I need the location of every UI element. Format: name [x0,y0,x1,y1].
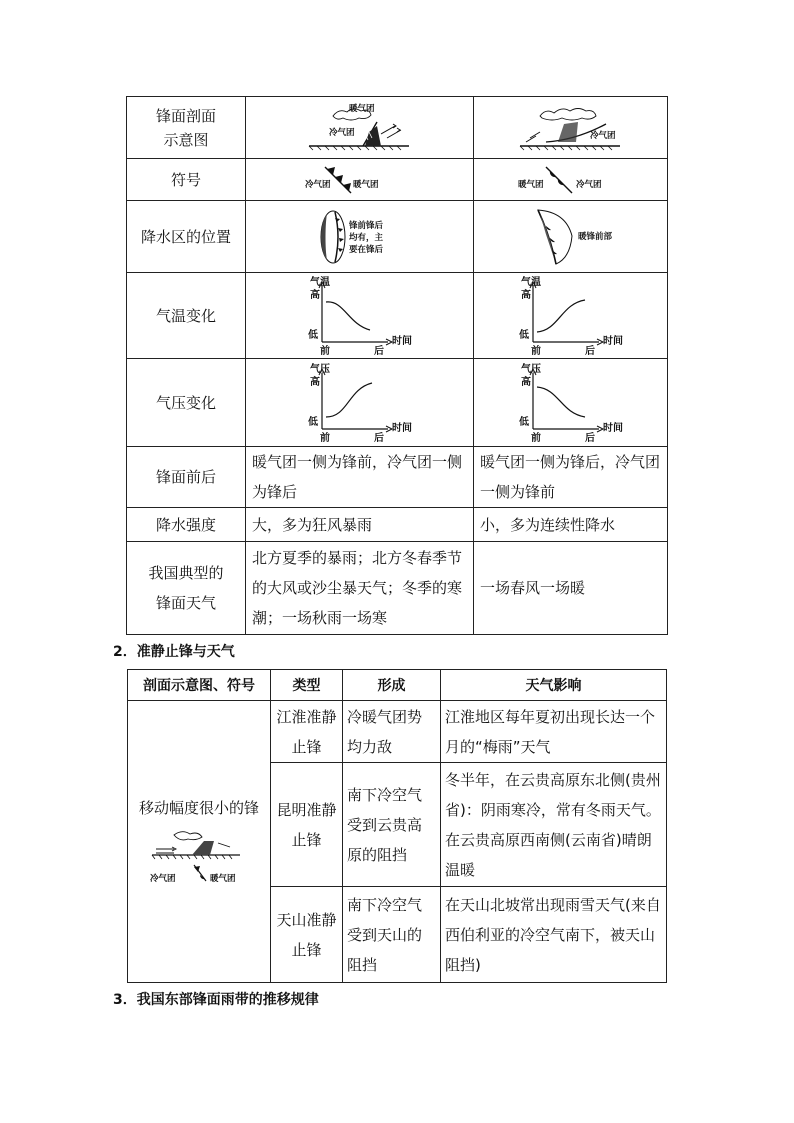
cold-front-precip-figure [305,206,415,268]
stationary-cold-label: 冷气团 [150,873,176,884]
back-label-b: 后 [584,345,595,356]
warm-front-symbol [474,159,668,201]
cold-precip-label-2: 均有，主 [348,232,383,243]
label-profile [127,97,246,159]
pres-axis-label-2: 压 [319,363,330,375]
kunming-type: 昆明准静止锋 [271,763,343,887]
cold-front-pressure [246,359,474,447]
stationary-front-table [127,669,667,983]
front-label: 前 [319,345,330,356]
front-comparison-table [126,96,668,635]
row-temp [127,273,668,359]
low-label-c: 低 [307,416,318,428]
jianghuai-effect: 江淮地区每年夏初出现长达一个月的“梅雨”天气 [441,701,667,763]
front-label-d: 前 [530,432,541,443]
warm-front-pressure-chart [515,363,627,443]
row-symbol [127,159,668,201]
cold-precip-label-1: 锋前锋后 [348,220,383,231]
cold-air-symbol-label-2: 冷气团 [575,179,602,190]
stationary-profile-cell [128,701,271,983]
label-typical [127,542,246,635]
label-symbol: 符号 [127,159,246,201]
warm-precip-label: 暖锋前部 [577,231,612,242]
warm-front-intensity: 小，多为连续性降水 [474,508,668,542]
cold-front-profile-figure [305,102,415,154]
high-label-d: 高 [520,376,531,388]
back-label-d: 后 [584,432,595,443]
row-profile [127,97,668,159]
header-effect: 天气影响 [441,670,667,701]
label-profile-line2: 示意图 [163,130,209,149]
low-label-d: 低 [518,416,529,428]
row-jianghuai [128,701,667,763]
label-typical-line2: 锋面天气 [155,594,216,612]
cold-precip-label-3: 要在锋后 [348,244,383,255]
time-label-d: 时间 [602,422,623,434]
label-pressure: 气压变化 [127,359,246,447]
cold-front-pressure-chart [304,363,416,443]
row-front-back [127,447,668,508]
row-precip [127,201,668,273]
warm-front-typical: 一场春风一场暖 [474,542,668,635]
cold-front-typical: 北方夏季的暴雨；北方冬春季节的大风或沙尘暴天气；冬季的寒潮；一场秋雨一场寒 [246,542,474,635]
tianshan-type: 天山准静止锋 [271,887,343,983]
low-label-b: 低 [518,329,529,341]
cold-front-front-back: 暖气团一侧为锋前，冷气团一侧为锋后 [246,447,474,508]
high-label: 高 [309,289,320,301]
stationary-header-row [128,670,667,701]
warm-front-temp-chart [515,276,627,356]
cold-front-temp-chart [304,276,416,356]
section-3-heading: 3．我国东部锋面雨带的推移规律 [113,992,319,1008]
stationary-front-figure [144,829,254,891]
warm-front-temp [474,273,668,359]
label-intensity: 降水强度 [127,508,246,542]
label-front-back: 锋面前后 [127,447,246,508]
time-label: 时间 [391,335,412,347]
row-typical [127,542,668,635]
temp-axis-label-2: 温 [319,276,330,288]
cold-air-label-warm: 冷气团 [589,130,616,141]
low-label: 低 [307,329,318,341]
stationary-desc: 移动幅度很小的锋 [138,798,259,817]
cold-front-intensity: 大，多为狂风暴雨 [246,508,474,542]
time-label-c: 时间 [391,422,412,434]
pres-axis-label-1b: 气 [520,363,531,375]
label-precip: 降水区的位置 [127,201,246,273]
tianshan-effect: 在天山北坡常出现雨雪天气(来自西伯利亚的冷空气南下，被天山阻挡) [441,887,667,983]
temp-axis-label-2b: 温 [530,276,541,288]
warm-front-profile-figure [516,102,626,154]
front-label-c: 前 [319,432,330,443]
kunming-effect: 冬半年，在云贵高原东北侧(贵州省)：阴雨寒冷，常有冬雨天气。在云贵高原西南侧(云南省)晴朗温暖 [441,763,667,887]
cold-front-symbol [246,159,474,201]
warm-air-symbol-label: 暖气团 [352,179,379,190]
warm-front-symbol-figure [516,163,626,197]
temp-axis-label-1: 气 [309,276,320,288]
high-label-b: 高 [520,289,531,301]
row-pressure [127,359,668,447]
pres-axis-label-2b: 压 [530,363,541,375]
section-2-heading: 2．准静止锋与天气 [113,644,235,660]
stationary-warm-label: 暖气团 [210,873,236,884]
time-label-b: 时间 [602,335,623,347]
pres-axis-label-1: 气 [309,363,320,375]
row-intensity [127,508,668,542]
cold-front-temp [246,273,474,359]
cold-front-profile [246,97,474,159]
label-temp: 气温变化 [127,273,246,359]
jianghuai-type: 江淮准静止锋 [271,701,343,763]
warm-front-pressure [474,359,668,447]
warm-air-symbol-label-2: 暖气团 [517,179,544,190]
label-typical-line1: 我国典型的 [148,564,224,582]
cold-air-label: 冷气团 [328,127,355,138]
jianghuai-formation: 冷暖气团势均力敌 [343,701,441,763]
header-type: 类型 [271,670,343,701]
warm-front-precip-figure [516,206,626,268]
warm-air-label: 暖气团 [348,103,375,114]
back-label-c: 后 [373,432,384,443]
cold-front-symbol-figure [305,163,415,197]
label-profile-line1: 锋面剖面 [155,106,216,125]
warm-front-front-back: 暖气团一侧为锋后，冷气团一侧为锋前 [474,447,668,508]
warm-front-profile [474,97,668,159]
header-formation: 形成 [343,670,441,701]
kunming-formation: 南下冷空气受到云贵高原的阻挡 [343,763,441,887]
warm-front-precip [474,201,668,273]
header-profile: 剖面示意图、符号 [128,670,271,701]
front-label-b: 前 [530,345,541,356]
cold-front-precip [246,201,474,273]
temp-axis-label-1b: 气 [520,276,531,288]
cold-air-symbol-label: 冷气团 [304,179,331,190]
back-label: 后 [373,345,384,356]
high-label-c: 高 [309,376,320,388]
tianshan-formation: 南下冷空气受到天山的阻挡 [343,887,441,983]
